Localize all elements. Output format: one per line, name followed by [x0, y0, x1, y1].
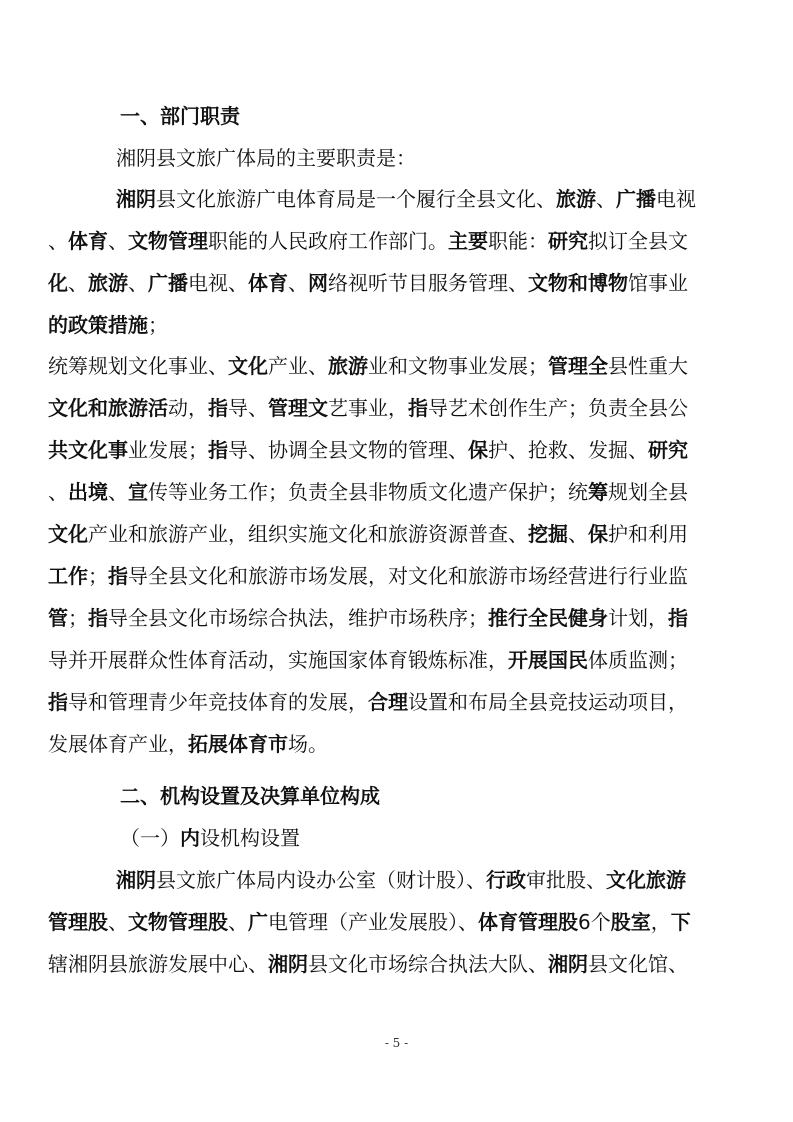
text-run: 导艺术创作生产；负责全县公	[428, 396, 688, 420]
text-run: 业和文物事业发展；	[368, 354, 548, 378]
text-run: 体质监测；	[588, 648, 688, 672]
text-run: 宣	[128, 480, 148, 504]
text-run: 文物和博物	[528, 271, 628, 295]
text-run: 管理文	[268, 396, 328, 420]
text-run: 指	[88, 606, 108, 630]
text-run: （一）	[120, 826, 180, 850]
text-run: 县文化旅游广电体育局是一个履行全县文化、	[156, 187, 556, 211]
text-run: 挖掘	[528, 522, 568, 546]
text-run: 保	[468, 438, 488, 462]
text-run: 导全县文化和旅游市场发展，对文化和旅游市场经营进行行业监	[128, 564, 688, 588]
text-run: 发展体育产业，	[48, 732, 188, 756]
s1-line	[0, 270, 793, 296]
s2-line	[0, 909, 793, 935]
text-run: 体育管理股	[478, 910, 578, 934]
text-run: 县文旅广体局内设办公室（财计股）、	[156, 868, 486, 892]
text-run: 护和利用	[608, 522, 688, 546]
s1-line	[0, 605, 793, 631]
text-run: 场。	[288, 732, 328, 756]
text-run: 湘阴	[116, 868, 156, 892]
text-run: 旅游	[556, 187, 596, 211]
text-run: 传等业务工作；负责全县非物质文化遗产保护；统	[148, 480, 588, 504]
text-run: 管	[48, 606, 68, 630]
text-run: 动，	[168, 396, 208, 420]
s1-line	[0, 479, 793, 505]
text-run: 研究	[548, 229, 588, 253]
text-run: 湘阴	[116, 187, 156, 211]
text-run: 主要	[448, 229, 488, 253]
text-run: 湘阴	[548, 952, 588, 976]
text-run: 护、抢救、发掘、	[488, 438, 648, 462]
section-1-intro: 湘阴县文旅广体局的主要职责是：	[116, 146, 416, 170]
text-run: 合理	[368, 690, 408, 714]
s2-line	[0, 867, 793, 893]
text-run: 导和管理青少年竞技体育的发展，	[68, 690, 368, 714]
section-1-heading: 一、部门职责	[120, 104, 240, 128]
text-run: 业发展；	[128, 438, 208, 462]
section-2-heading: 二、机构设置及决算单位构成	[120, 784, 380, 808]
text-run: 指	[108, 564, 128, 588]
text-run: 文化旅游	[606, 868, 686, 892]
text-run: 县性重大	[608, 354, 688, 378]
s1-line	[0, 312, 793, 338]
text-run: ；	[148, 313, 168, 337]
text-run: 辖湘阴县旅游发展中心、	[48, 952, 268, 976]
text-run: 、	[108, 229, 128, 253]
text-run: 的政策措施	[48, 313, 148, 337]
text-run: 设机构设置	[200, 826, 300, 850]
text-run: 工作	[48, 564, 88, 588]
text-run: 筹	[588, 480, 608, 504]
page-number: - 5 -	[384, 1036, 409, 1050]
text-run: 下	[670, 910, 691, 934]
s1-line	[0, 395, 793, 421]
text-run: ，	[650, 910, 671, 934]
text-run: 网	[308, 271, 328, 295]
text-run: 、	[596, 187, 616, 211]
text-run: 文物管理	[128, 229, 208, 253]
text-run: 内	[180, 826, 200, 850]
text-run: 保	[588, 522, 608, 546]
s1-line	[0, 563, 793, 589]
text-run: 体育	[248, 271, 288, 295]
text-run: 导、协调全县文物的管理、	[228, 438, 468, 462]
text-run: 产业和旅游产业，组织实施文化和旅游资源普查、	[88, 522, 528, 546]
text-run: 6个	[578, 910, 611, 934]
text-run: 指	[48, 690, 68, 714]
subsection-heading	[0, 825, 793, 851]
text-run: 指	[408, 396, 428, 420]
text-run: 县文化市场综合执法大队、	[308, 952, 548, 976]
text-run: 出境	[68, 480, 108, 504]
text-run: 指	[208, 438, 228, 462]
text-run: 计划，	[608, 606, 668, 630]
s1-line	[0, 228, 793, 254]
text-run: 电视	[656, 187, 696, 211]
text-run: 导并开展群众性体育活动，实施国家体育锻炼标准，	[48, 648, 508, 672]
text-run: 、	[108, 910, 128, 934]
text-run: 文化和旅游活	[48, 396, 168, 420]
text-run: 开展国民	[508, 648, 588, 672]
text-run: 体育	[68, 229, 108, 253]
text-run: 电视、	[188, 271, 248, 295]
text-run: 馆事业	[628, 271, 688, 295]
text-run: 旅游	[88, 271, 128, 295]
text-run: ；	[68, 606, 88, 630]
text-run: 电管理（产业发展股）、	[268, 910, 478, 934]
text-run: 、	[48, 480, 68, 504]
text-run: 、	[128, 271, 148, 295]
s1-line	[0, 186, 793, 212]
s1-line	[0, 731, 793, 757]
s1-line	[0, 521, 793, 547]
s2-line	[0, 951, 793, 977]
text-run: 广播	[616, 187, 656, 211]
text-run: 职能的人民政府工作部门。	[208, 229, 448, 253]
text-run: 、	[568, 522, 588, 546]
text-run: 、	[48, 229, 68, 253]
text-run: 职能：	[488, 229, 548, 253]
text-run: 拟订全县文	[588, 229, 688, 253]
text-run: 规划全县	[608, 480, 688, 504]
text-run: 管理股	[48, 910, 108, 934]
text-run: 文化	[228, 354, 268, 378]
text-run: 湘阴	[268, 952, 308, 976]
text-run: 、	[228, 910, 248, 934]
text-run: 导全县文化市场综合执法，维护市场秩序；	[108, 606, 488, 630]
text-run: 文化	[48, 522, 88, 546]
text-run: 、	[288, 271, 308, 295]
text-run: 指	[208, 396, 228, 420]
s1-line	[0, 437, 793, 463]
text-run: 推行全民健身	[488, 606, 608, 630]
text-run: 产业、	[268, 354, 328, 378]
text-run: 研究	[648, 438, 688, 462]
text-run: 、	[108, 480, 128, 504]
text-run: 拓展体育市	[188, 732, 288, 756]
s1-line	[0, 689, 793, 715]
text-run: 统筹规划文化事业、	[48, 354, 228, 378]
text-run: ；	[88, 564, 108, 588]
s1-line	[0, 353, 793, 379]
text-run: 艺事业，	[328, 396, 408, 420]
s1-line	[0, 647, 793, 673]
text-run: 络视听节目服务管理、	[328, 271, 528, 295]
text-run: 广播	[148, 271, 188, 295]
text-run: 导、	[228, 396, 268, 420]
text-run: 共文化事	[48, 438, 128, 462]
text-run: 文物管理股	[128, 910, 228, 934]
text-run: 行政	[486, 868, 526, 892]
text-run: 旅游	[328, 354, 368, 378]
text-run: 股室	[610, 910, 651, 934]
text-run: 指	[668, 606, 688, 630]
text-run: 化	[48, 271, 68, 295]
text-run: 县文化馆、	[588, 952, 688, 976]
text-run: 管理全	[548, 354, 608, 378]
text-run: 广	[248, 910, 268, 934]
text-run: 、	[68, 271, 88, 295]
text-run: 审批股、	[526, 868, 606, 892]
text-run: 设置和布局全县竞技运动项目，	[408, 690, 688, 714]
